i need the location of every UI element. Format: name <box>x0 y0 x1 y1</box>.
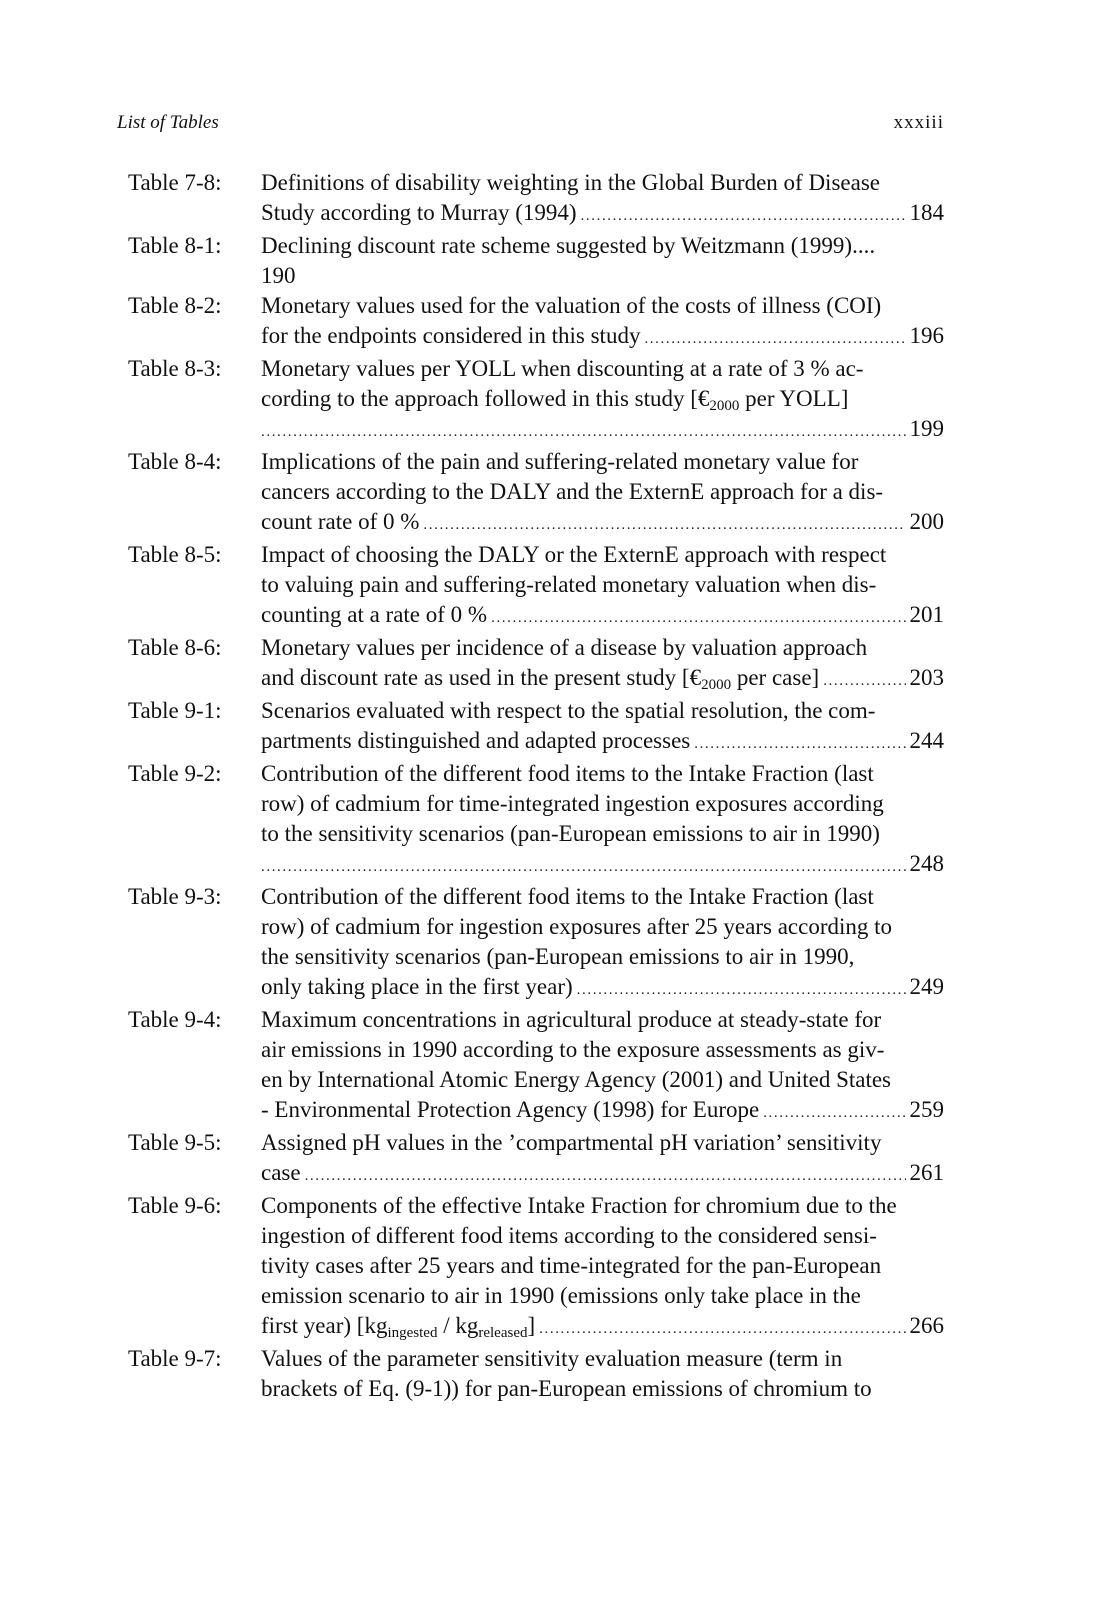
page-number: xxxiii <box>893 112 944 133</box>
entry-leader-line <box>261 414 944 447</box>
entry-label: Table 9-3: <box>128 884 222 909</box>
entry-page[interactable]: 261 <box>909 1160 944 1185</box>
toc-entry[interactable] <box>128 1344 944 1404</box>
toc-entry[interactable] <box>128 1005 944 1128</box>
entry-leader-line <box>261 321 944 354</box>
entry-text-line: to the sensitivity scenarios (pan-European emissions to air in 1990) <box>261 821 880 846</box>
toc-entry[interactable] <box>128 1128 944 1191</box>
entry-label: Table 9-4: <box>128 1007 222 1032</box>
entry-text-line: row) of cadmium for ingestion exposures after 25 years according to <box>261 914 893 939</box>
entry-text-line <box>261 663 819 693</box>
entry-text-segment: and discount rate as used in the present study [€ <box>261 665 702 690</box>
dot-leader <box>539 1314 905 1344</box>
entry-text-line: brackets of Eq. (9-1)) for pan-European emissions of chromium to <box>261 1376 872 1401</box>
toc-entry[interactable] <box>128 447 944 540</box>
toc-entry[interactable] <box>128 1191 944 1344</box>
subscript: 2000 <box>701 677 732 693</box>
entry-page[interactable]: 184 <box>909 200 944 225</box>
toc-entry[interactable] <box>128 540 944 633</box>
entry-leader-line <box>261 198 944 231</box>
entry-text-line: the sensitivity scenarios (pan-European emissions to air in 1990, <box>261 944 855 969</box>
entry-label: Table 9-5: <box>128 1130 222 1155</box>
dot-leader <box>823 666 905 696</box>
entry-leader-line <box>261 726 944 759</box>
entry-label: Table 8-1: <box>128 233 222 258</box>
dot-leader <box>261 417 906 447</box>
entry-text-line: air emissions in 1990 according to the exposure assessments as giv- <box>261 1037 885 1062</box>
entry-label: Table 9-6: <box>128 1193 222 1218</box>
entry-leader-line <box>261 972 944 1005</box>
toc-entry[interactable] <box>128 696 944 759</box>
entry-leader-line <box>261 600 944 633</box>
entry-page[interactable]: 196 <box>909 323 944 348</box>
dot-leader <box>423 510 905 540</box>
toc-entry[interactable] <box>128 291 944 354</box>
subscript: released <box>478 1325 528 1341</box>
entry-text-line: Contribution of the different food items to the Intake Fraction (last <box>261 884 874 909</box>
entry-text-line: count rate of 0 % <box>261 509 420 534</box>
entry-text-line: - Environmental Protection Agency (1998) for Europe <box>261 1097 760 1122</box>
dot-leader <box>581 201 906 231</box>
entry-leader-line <box>261 849 944 882</box>
dot-leader <box>305 1161 906 1191</box>
entry-label: Table 8-4: <box>128 449 222 474</box>
dot-leader <box>261 852 906 882</box>
subscript: 2000 <box>709 398 740 414</box>
entry-text-segment: per YOLL] <box>739 386 849 411</box>
entry-text-segment: per case] <box>731 665 820 690</box>
entry-page[interactable]: 249 <box>909 974 944 999</box>
running-header <box>117 112 944 142</box>
entry-text-line: Monetary values per YOLL when discounting at a rate of 3 % ac- <box>261 356 864 381</box>
entry-text-line: Values of the parameter sensitivity evaluation measure (term in <box>261 1346 843 1371</box>
entry-text-segment: cording to the approach followed in this study [€ <box>261 386 710 411</box>
entry-label: Table 7-8: <box>128 170 222 195</box>
entry-page[interactable]: 259 <box>909 1097 944 1122</box>
entry-text-segment: / kg <box>437 1313 479 1338</box>
entry-text-line: emission scenario to air in 1990 (emissions only take place in the <box>261 1283 861 1308</box>
entry-text-line: Scenarios evaluated with respect to the spatial resolution, the com- <box>261 698 876 723</box>
entry-page[interactable]: 266 <box>909 1313 944 1338</box>
entry-text-segment: ] <box>527 1313 536 1338</box>
entry-text-line: Contribution of the different food items to the Intake Fraction (last <box>261 761 874 786</box>
entry-text-line: for the endpoints considered in this study <box>261 323 641 348</box>
entry-text-line: only taking place in the first year) <box>261 974 573 999</box>
entry-text-line: ingestion of different food items according to the considered sensi- <box>261 1223 877 1248</box>
toc-entry[interactable] <box>128 633 944 696</box>
entry-page[interactable]: 248 <box>909 851 944 876</box>
entry-label: Table 9-1: <box>128 698 222 723</box>
entry-leader-line <box>261 1095 944 1128</box>
entry-leader-line <box>261 1311 944 1344</box>
entry-page[interactable]: 203 <box>909 665 944 690</box>
entry-label: Table 8-2: <box>128 293 222 318</box>
dot-leader <box>763 1098 905 1128</box>
entry-text-line: Assigned pH values in the ’compartmental pH variation’ sensitivity <box>261 1130 882 1155</box>
entry-leader-line <box>261 1158 944 1191</box>
entry-leader-line <box>261 663 944 696</box>
entry-text-line: partments distinguished and adapted processes <box>261 728 691 753</box>
dot-leader <box>694 729 905 759</box>
entry-page[interactable]: 190 <box>261 263 296 288</box>
toc-entry[interactable] <box>128 882 944 1005</box>
dot-leader <box>491 603 905 633</box>
entry-label: Table 8-3: <box>128 356 222 381</box>
entry-text-line: tivity cases after 25 years and time-integrated for the pan-European <box>261 1253 882 1278</box>
header-title: List of Tables <box>117 112 219 133</box>
entry-text-line: to valuing pain and suffering-related monetary valuation when dis- <box>261 572 877 597</box>
entry-text-line <box>261 1311 535 1341</box>
entry-text-line: cancers according to the DALY and the ExternE approach for a dis- <box>261 479 884 504</box>
subscript: ingested <box>387 1325 438 1341</box>
entry-text-line: Declining discount rate scheme suggested by Weitzmann (1999).... <box>261 233 876 258</box>
entry-page[interactable]: 201 <box>909 602 944 627</box>
entry-text-line: Implications of the pain and suffering-related monetary value for <box>261 449 859 474</box>
entry-text-line: Maximum concentrations in agricultural produce at steady-state for <box>261 1007 882 1032</box>
entry-text-line: en by International Atomic Energy Agency (2001) and United States <box>261 1067 892 1092</box>
entry-label: Table 8-5: <box>128 542 222 567</box>
entry-text-line: Monetary values used for the valuation of the costs of illness (COI) <box>261 293 882 318</box>
entry-text-line: Monetary values per incidence of a disease by valuation approach <box>261 635 868 660</box>
entry-text-line: counting at a rate of 0 % <box>261 602 488 627</box>
entry-text-line: case <box>261 1160 301 1185</box>
toc-entry[interactable] <box>128 354 944 447</box>
entry-label: Table 8-6: <box>128 635 222 660</box>
list-of-tables <box>128 168 944 1404</box>
entry-page[interactable]: 244 <box>909 728 944 753</box>
entry-label: Table 9-7: <box>128 1346 222 1371</box>
entry-text-line: Study according to Murray (1994) <box>261 200 577 225</box>
toc-entry[interactable] <box>128 231 944 291</box>
entry-page[interactable]: 200 <box>909 509 944 534</box>
entry-text-line: Impact of choosing the DALY or the ExternE approach with respect <box>261 542 887 567</box>
entry-text-line: Definitions of disability weighting in the Global Burden of Disease <box>261 170 880 195</box>
toc-entry[interactable] <box>128 168 944 231</box>
entry-page[interactable]: 199 <box>909 416 944 441</box>
entry-text-line: Components of the effective Intake Fraction for chromium due to the <box>261 1193 897 1218</box>
dot-leader <box>577 975 906 1005</box>
entry-leader-line <box>261 507 944 540</box>
entry-text-line <box>261 384 944 414</box>
entry-text-segment: first year) [kg <box>261 1313 388 1338</box>
dot-leader <box>644 324 905 354</box>
entry-text-line: row) of cadmium for time-integrated ingestion exposures according <box>261 791 884 816</box>
entry-label: Table 9-2: <box>128 761 222 786</box>
toc-entry[interactable] <box>128 759 944 882</box>
